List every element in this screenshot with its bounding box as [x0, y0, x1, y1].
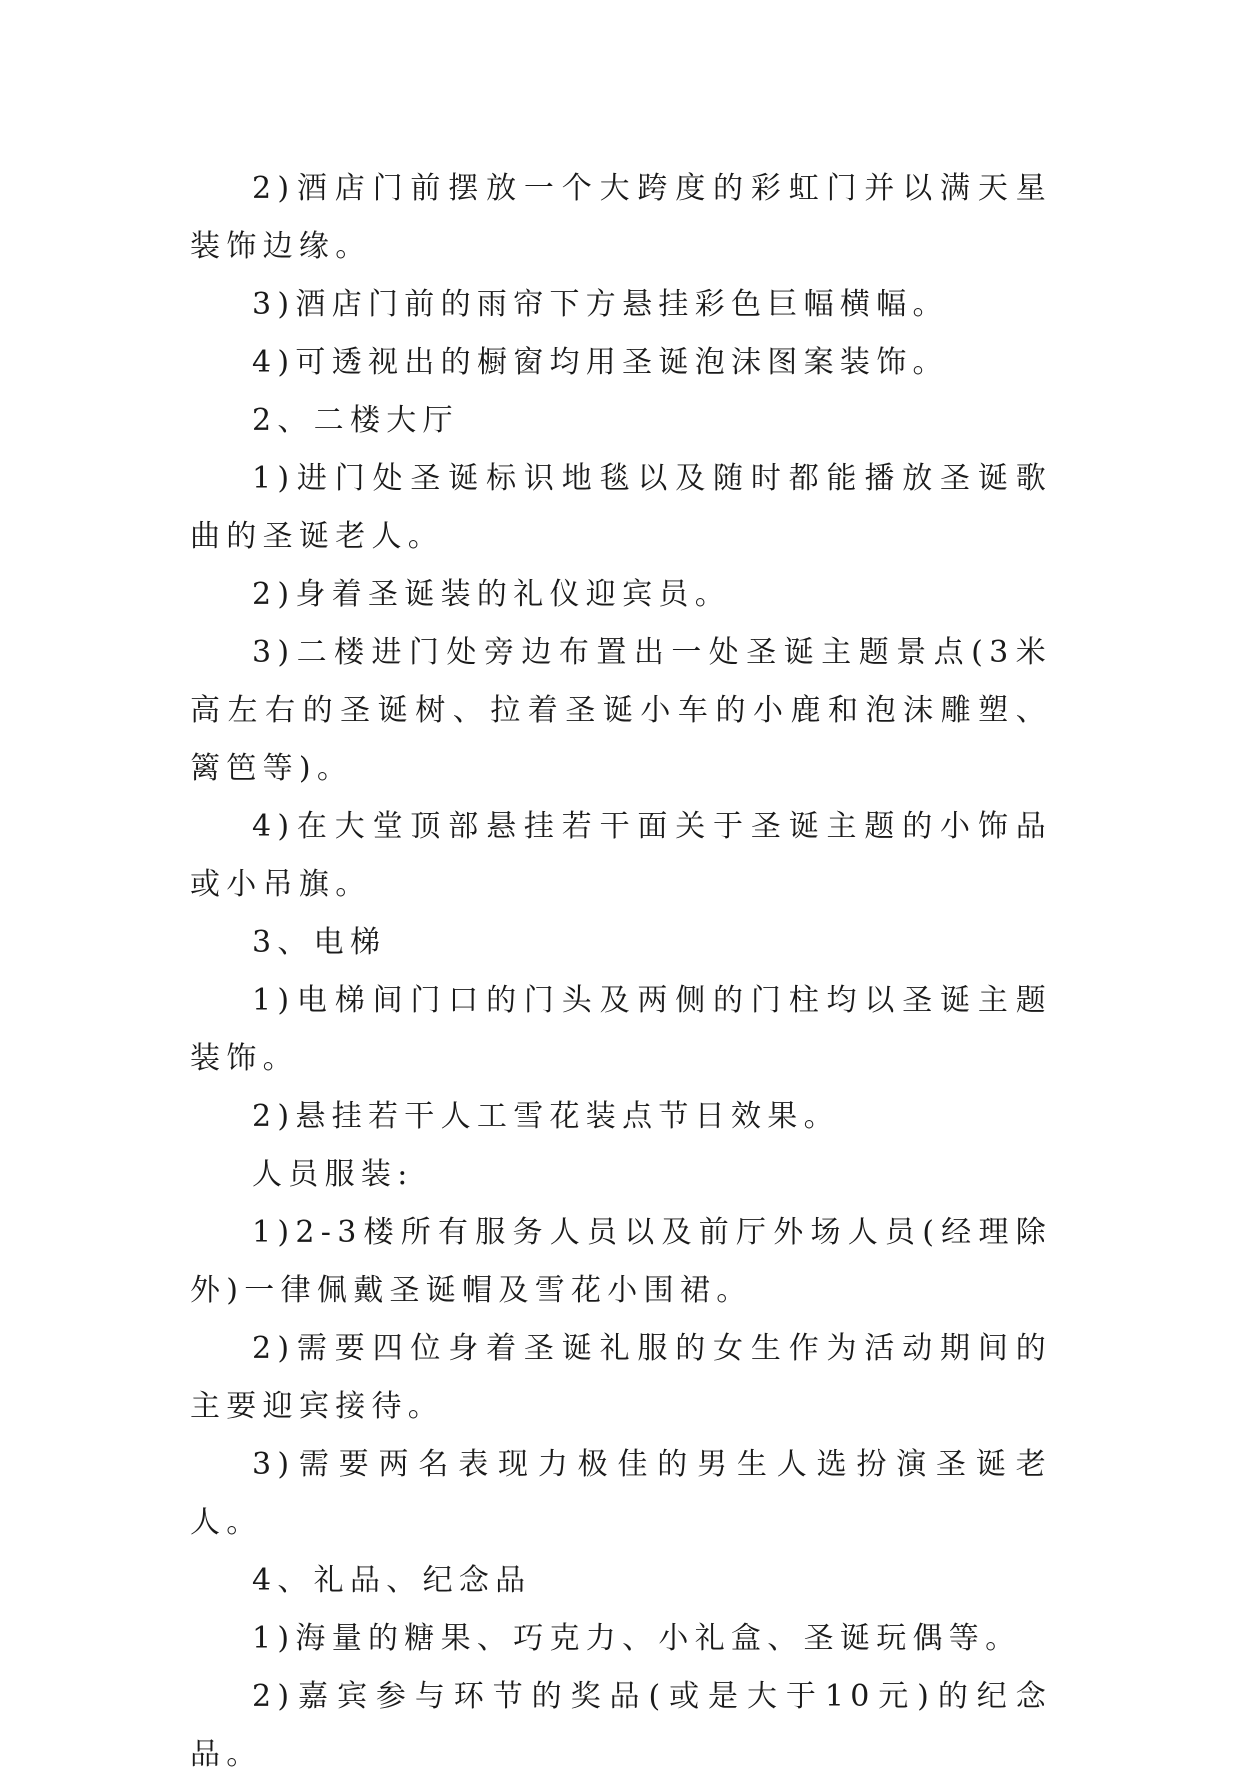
- section-heading-second-floor-lobby: 2、二楼大厅: [252, 403, 459, 438]
- paragraph-greeters: 2)身着圣诞装的礼仪迎宾员。: [252, 577, 731, 612]
- paragraph-santa-actors: 3)需要两名表现力极佳的男生人选扮演圣诞老人。: [190, 1447, 1052, 1540]
- paragraph-snowflakes: 2)悬挂若干人工雪花装点节日效果。: [252, 1099, 840, 1134]
- section-heading-gifts: 4、礼品、纪念品: [252, 1563, 532, 1598]
- paragraph-candies: 1)海量的糖果、巧克力、小礼盒、圣诞玩偶等。: [252, 1621, 1022, 1656]
- document-body: [190, 160, 1052, 1784]
- paragraph-entrance-carpet: 1)进门处圣诞标识地毯以及随时都能播放圣诞歌曲的圣诞老人。: [190, 461, 1052, 554]
- section-heading-staff-attire: 人员服装:: [252, 1157, 414, 1192]
- section-heading-elevator: 3、电梯: [252, 925, 387, 960]
- paragraph-window-decoration: 4)可透视出的橱窗均用圣诞泡沫图案装饰。: [252, 345, 949, 380]
- paragraph-theme-scene: 3)二楼进门处旁边布置出一处圣诞主题景点(3米高左右的圣诞树、拉着圣诞小车的小鹿和泡沫雕塑、篱笆等)。: [190, 635, 1052, 786]
- paragraph-ceiling-ornaments: 4)在大堂顶部悬挂若干面关于圣诞主题的小饰品或小吊旗。: [190, 809, 1052, 902]
- paragraph-christmas-hats: 1)2-3楼所有服务人员以及前厅外场人员(经理除外)一律佩戴圣诞帽及雪花小围裙。: [190, 1215, 1052, 1308]
- paragraph-elevator-door: 1)电梯间门口的门头及两侧的门柱均以圣诞主题装饰。: [190, 983, 1052, 1076]
- paragraph-banner: 3)酒店门前的雨帘下方悬挂彩色巨幅横幅。: [252, 287, 949, 322]
- paragraph-prizes: 2)嘉宾参与环节的奖品(或是大于10元)的纪念品。: [190, 1679, 1052, 1772]
- paragraph-female-greeters: 2)需要四位身着圣诞礼服的女生作为活动期间的主要迎宾接待。: [190, 1331, 1052, 1424]
- paragraph-rainbow-arch: 2)酒店门前摆放一个大跨度的彩虹门并以满天星装饰边缘。: [190, 171, 1052, 264]
